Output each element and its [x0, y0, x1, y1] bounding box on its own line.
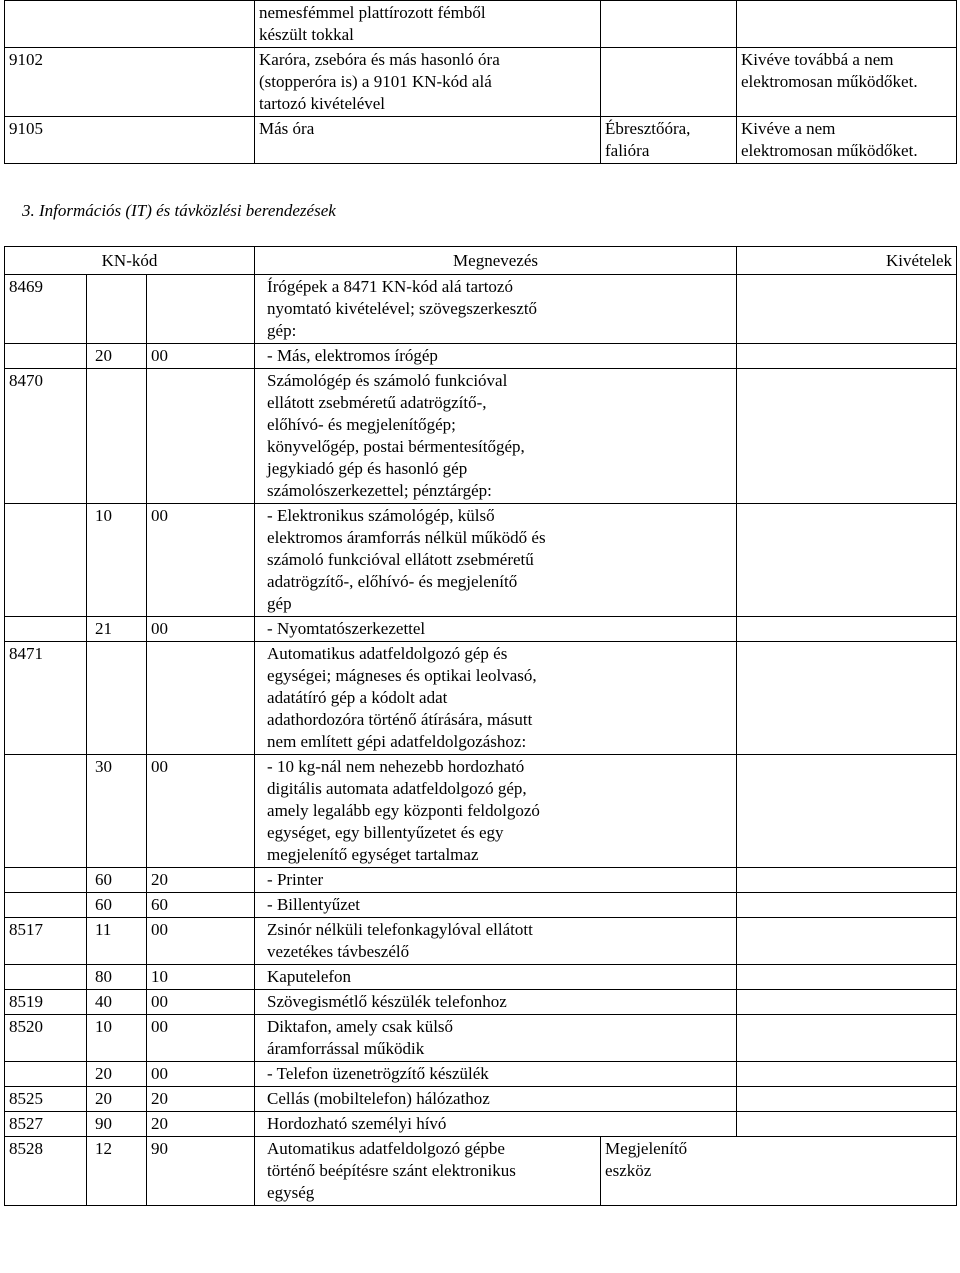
kn-code-detail-line: 90	[151, 1139, 168, 1158]
exceptions	[737, 893, 957, 918]
kn-code-detail	[147, 369, 255, 504]
kn-code-sub-line: 20	[95, 1089, 112, 1108]
description	[255, 117, 601, 164]
description-line: nyomtató kivételével; szövegszerkesztő	[267, 299, 538, 318]
kn-code-heading	[5, 504, 87, 617]
description	[255, 755, 737, 868]
exceptions	[737, 868, 957, 893]
exceptions	[737, 275, 957, 344]
kn-code-sub	[87, 504, 147, 617]
description-line: - Elektronikus számológép, külső	[267, 506, 495, 525]
table-row	[5, 868, 957, 893]
kn-code-heading-line: 8471	[9, 644, 43, 663]
exceptions	[737, 965, 957, 990]
kn-code-sub-line: 11	[95, 920, 112, 939]
note-line: falióra	[605, 141, 650, 160]
kn-code-sub-line: 80	[95, 967, 112, 986]
description	[255, 275, 737, 344]
description	[255, 990, 737, 1015]
description-line: elektromos áramforrás nélkül működő és	[267, 528, 546, 547]
table-row	[5, 965, 957, 990]
exceptions	[737, 755, 957, 868]
note	[601, 1, 737, 48]
kn-code-detail	[147, 755, 255, 868]
exceptions	[737, 642, 957, 755]
table-row	[5, 1112, 957, 1137]
description	[255, 918, 737, 965]
kn-code-detail-line: 10	[151, 967, 168, 986]
table-row	[5, 504, 957, 617]
exceptions	[737, 1112, 957, 1137]
kn-code-detail-line: 00	[151, 920, 168, 939]
kn-code-detail-line: 00	[151, 757, 168, 776]
top-table	[4, 0, 957, 164]
exceptions	[737, 369, 957, 504]
table-row	[5, 369, 957, 504]
kn-code-detail-line: 60	[151, 895, 168, 914]
kn-code-sub-line: 40	[95, 992, 112, 1011]
exceptions	[601, 1137, 957, 1206]
table-row	[5, 117, 957, 164]
kn-code-detail	[147, 344, 255, 369]
kn-code-sub-line: 21	[95, 619, 112, 638]
kn-code-heading	[5, 990, 87, 1015]
kn-code-detail	[147, 965, 255, 990]
description-line: készült tokkal	[259, 25, 354, 44]
description	[255, 1015, 737, 1062]
kn-code-detail	[147, 617, 255, 642]
description-line: tartozó kivételével	[259, 94, 386, 113]
description-line: megjelenítő egységet tartalmaz	[267, 845, 479, 864]
table-row	[5, 48, 957, 117]
description	[255, 1062, 737, 1087]
kn-code-heading	[5, 369, 87, 504]
kn-code-heading	[5, 642, 87, 755]
kn-code-sub	[87, 1015, 147, 1062]
kn-code-detail	[147, 1112, 255, 1137]
exceptions-line: Kivéve továbbá a nem	[741, 50, 894, 69]
description	[255, 1137, 601, 1206]
kn-code-detail	[147, 504, 255, 617]
description-line: digitális automata adatfeldolgozó gép,	[267, 779, 527, 798]
kn-code-sub-line: 30	[95, 757, 112, 776]
kn-code-detail-line: 00	[151, 506, 168, 525]
description-line: jegykiadó gép és hasonló gép	[267, 459, 468, 478]
table-row	[5, 918, 957, 965]
description-line: gép:	[267, 321, 297, 340]
kn-code-sub	[87, 893, 147, 918]
kn-code-detail	[147, 1137, 255, 1206]
kn-code-heading	[5, 344, 87, 369]
description-line: előhívó- és megjelenítőgép;	[267, 415, 456, 434]
kn-code-detail	[147, 868, 255, 893]
table-row	[5, 1015, 957, 1062]
kn-code-sub	[87, 755, 147, 868]
description	[255, 344, 737, 369]
kn-code-heading-line: 8527	[9, 1114, 43, 1133]
description-line: Karóra, zsebóra és más hasonló óra	[259, 50, 500, 69]
kn-code-heading	[5, 1137, 87, 1206]
kn-code-sub	[87, 344, 147, 369]
exceptions	[737, 117, 957, 164]
kn-code-sub	[87, 1062, 147, 1087]
exceptions	[737, 1015, 957, 1062]
note	[601, 48, 737, 117]
kn-code-heading	[5, 1087, 87, 1112]
header-code: KN-kód	[5, 247, 255, 275]
header-row	[5, 247, 957, 275]
description-line: történő beépítésre szánt elektronikus	[267, 1161, 516, 1180]
kn-code-detail-line: 20	[151, 870, 168, 889]
kn-code-detail	[147, 893, 255, 918]
description-line: Zsinór nélküli telefonkagylóval ellátott	[267, 920, 533, 939]
description-line: amely legalább egy központi feldolgozó	[267, 801, 540, 820]
description-line: Kaputelefon	[267, 967, 352, 986]
description-line: nemesfémmel plattírozott fémből	[259, 3, 486, 22]
table-row	[5, 1062, 957, 1087]
kn-code-sub-line: 20	[95, 1064, 112, 1083]
description-line: (stopperóra is) a 9101 KN-kód alá	[259, 72, 492, 91]
description-line: egységei; mágneses és optikai leolvasó,	[267, 666, 537, 685]
kn-code-heading	[5, 918, 87, 965]
description-line: számoló funkcióval ellátott zsebméretű	[267, 550, 534, 569]
description	[255, 617, 737, 642]
exceptions	[737, 48, 957, 117]
exceptions	[737, 344, 957, 369]
kn-code-heading	[5, 893, 87, 918]
section-title: 3. Információs (IT) és távközlési berendezések	[22, 201, 336, 220]
description-line: - Nyomtatószerkezettel	[267, 619, 426, 638]
kn-code-sub	[87, 918, 147, 965]
header-exceptions: Kivételek	[737, 247, 957, 275]
kn-code-sub	[87, 1112, 147, 1137]
description	[255, 893, 737, 918]
main-table	[4, 246, 957, 1206]
description-line: Szövegismétlő készülék telefonhoz	[267, 992, 507, 1011]
kn-code-detail	[147, 275, 255, 344]
description-line: egységet, egy billentyűzetet és egy	[267, 823, 504, 842]
description-line: - 10 kg-nál nem nehezebb hordozható	[267, 757, 525, 776]
kn-code-heading	[5, 868, 87, 893]
description-line: Automatikus adatfeldolgozó gépbe	[267, 1139, 505, 1158]
kn-code-detail-line: 00	[151, 1064, 168, 1083]
kn-code-sub	[87, 990, 147, 1015]
description-line: - Telefon üzenetrögzítő készülék	[267, 1064, 489, 1083]
exceptions	[737, 918, 957, 965]
kn-code	[5, 117, 255, 164]
description	[255, 369, 737, 504]
kn-code-heading-line: 8525	[9, 1089, 43, 1108]
description	[255, 1087, 737, 1112]
exceptions-line: elektromosan működőket.	[741, 72, 918, 91]
description	[255, 642, 737, 755]
kn-code	[5, 1, 255, 48]
kn-code-sub-line: 12	[95, 1139, 112, 1158]
table-row	[5, 1137, 957, 1206]
exceptions	[737, 1, 957, 48]
description-line: ellátott zsebméretű adatrögzítő-,	[267, 393, 487, 412]
header-name: Megnevezés	[255, 247, 737, 275]
kn-code-detail-line: 00	[151, 1017, 168, 1036]
kn-code-detail-line: 00	[151, 619, 168, 638]
kn-code-detail-line: 00	[151, 346, 168, 365]
description-line: Más óra	[259, 119, 315, 138]
description-line: adatrögzítő-, előhívó- és megjelenítő	[267, 572, 518, 591]
exceptions	[737, 1062, 957, 1087]
table-row	[5, 1087, 957, 1112]
table-row	[5, 344, 957, 369]
kn-code-sub-line: 10	[95, 506, 112, 525]
description-line: Cellás (mobiltelefon) hálózathoz	[267, 1089, 490, 1108]
table-row	[5, 990, 957, 1015]
kn-code-sub	[87, 369, 147, 504]
kn-code-sub	[87, 275, 147, 344]
exceptions	[737, 504, 957, 617]
description-line: adathordozóra történő átírására, másutt	[267, 710, 533, 729]
kn-code	[5, 48, 255, 117]
kn-code-heading-line: 8470	[9, 371, 43, 390]
description-line: - Billentyűzet	[267, 895, 361, 914]
note-line: Ébresztőóra,	[605, 119, 691, 138]
kn-code-sub	[87, 1087, 147, 1112]
description	[255, 1, 601, 48]
kn-code-heading	[5, 965, 87, 990]
description-line: Írógépek a 8471 KN-kód alá tartozó	[267, 277, 513, 296]
table-row	[5, 755, 957, 868]
kn-code-sub-line: 20	[95, 346, 112, 365]
description	[255, 868, 737, 893]
description-line: Számológép és számoló funkcióval	[267, 371, 508, 390]
kn-code-line: 9105	[9, 119, 43, 138]
kn-code-detail	[147, 1062, 255, 1087]
kn-code-sub-line: 10	[95, 1017, 112, 1036]
kn-code-sub	[87, 868, 147, 893]
table-row	[5, 275, 957, 344]
kn-code-heading-line: 8519	[9, 992, 43, 1011]
kn-code-heading	[5, 275, 87, 344]
kn-code-sub-line: 60	[95, 895, 112, 914]
description-line: - Más, elektromos írógép	[267, 346, 438, 365]
description-line: - Printer	[267, 870, 324, 889]
kn-code-detail	[147, 642, 255, 755]
kn-code-sub	[87, 642, 147, 755]
kn-code-heading	[5, 755, 87, 868]
kn-code-sub-line: 90	[95, 1114, 112, 1133]
description-line: gép	[267, 594, 292, 613]
exceptions	[737, 990, 957, 1015]
kn-code-sub-line: 60	[95, 870, 112, 889]
kn-code-heading-line: 8520	[9, 1017, 43, 1036]
note	[601, 117, 737, 164]
table-row	[5, 1, 957, 48]
description	[255, 504, 737, 617]
description-line: Automatikus adatfeldolgozó gép és	[267, 644, 508, 663]
description-line: áramforrással működik	[267, 1039, 425, 1058]
kn-code-heading	[5, 1112, 87, 1137]
description-line: adatátíró gép a kódolt adat	[267, 688, 448, 707]
description	[255, 1112, 737, 1137]
description-line: egység	[267, 1183, 315, 1202]
description-line: Hordozható személyi hívó	[267, 1114, 447, 1133]
description-line: könyvelőgép, postai bérmentesítőgép,	[267, 437, 525, 456]
description-line: Diktafon, amely csak külső	[267, 1017, 454, 1036]
kn-code-sub	[87, 1137, 147, 1206]
exceptions	[737, 617, 957, 642]
kn-code-sub	[87, 617, 147, 642]
kn-code-detail-line: 20	[151, 1114, 168, 1133]
table-row	[5, 893, 957, 918]
exceptions-line: Megjelenítő	[605, 1139, 688, 1158]
table-row	[5, 642, 957, 755]
description-line: nem említett gépi adatfeldolgozáshoz:	[267, 732, 527, 751]
kn-code-line: 9102	[9, 50, 43, 69]
kn-code-heading	[5, 617, 87, 642]
exceptions	[737, 1087, 957, 1112]
exceptions-line: elektromosan működőket.	[741, 141, 918, 160]
description	[255, 965, 737, 990]
exceptions-line: Kivéve a nem	[741, 119, 836, 138]
kn-code-detail	[147, 1087, 255, 1112]
kn-code-heading	[5, 1015, 87, 1062]
description-line: vezetékes távbeszélő	[267, 942, 410, 961]
kn-code-detail	[147, 918, 255, 965]
kn-code-sub	[87, 965, 147, 990]
kn-code-heading-line: 8528	[9, 1139, 43, 1158]
kn-code-detail-line: 00	[151, 992, 168, 1011]
kn-code-detail-line: 20	[151, 1089, 168, 1108]
table-row	[5, 617, 957, 642]
kn-code-detail	[147, 1015, 255, 1062]
description	[255, 48, 601, 117]
kn-code-detail	[147, 990, 255, 1015]
exceptions-line: eszköz	[605, 1161, 652, 1180]
kn-code-heading-line: 8517	[9, 920, 43, 939]
description-line: számolószerkezettel; pénztárgép:	[267, 481, 492, 500]
kn-code-heading	[5, 1062, 87, 1087]
kn-code-heading-line: 8469	[9, 277, 43, 296]
